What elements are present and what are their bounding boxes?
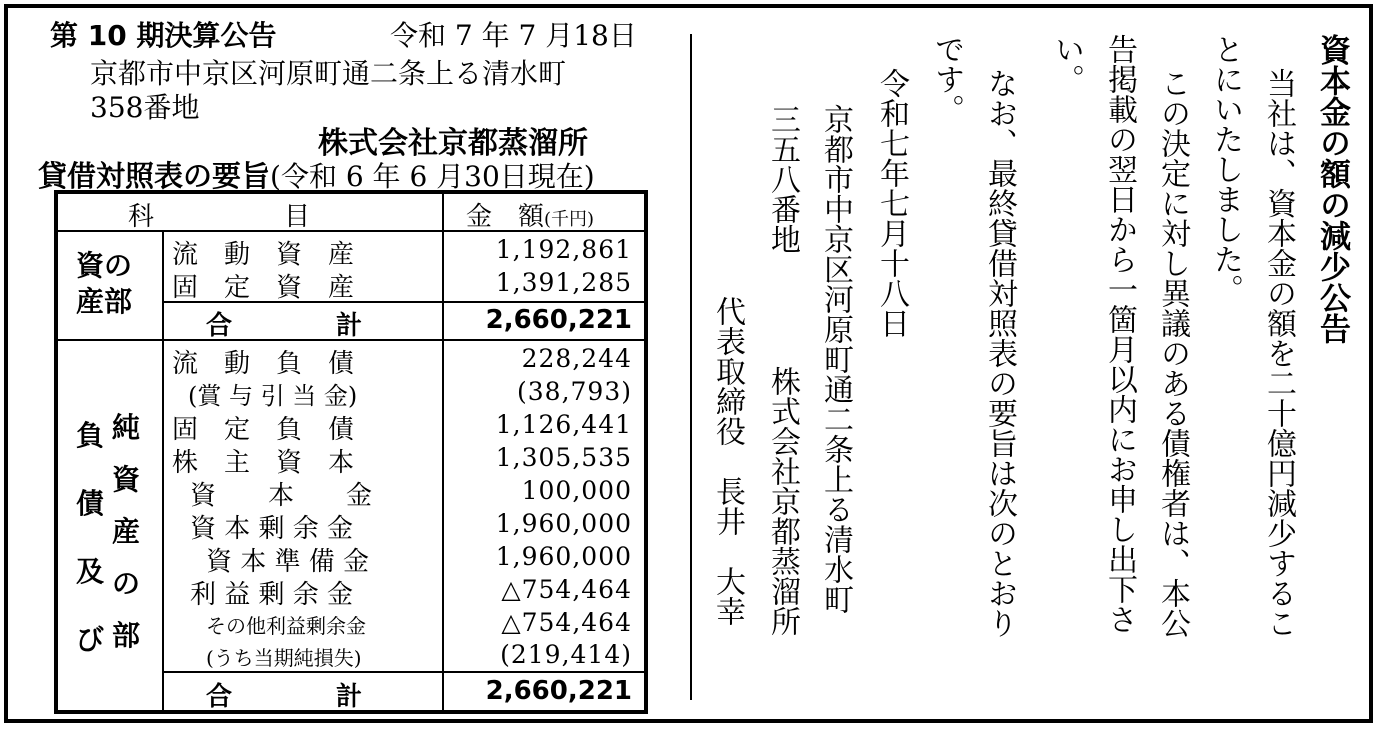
- liab-row-value: △754,464: [501, 608, 632, 637]
- col-amount-label: 金 額: [466, 202, 545, 232]
- liab-row-label: (うち当期純損失): [206, 646, 362, 670]
- assets-total-label: 合 計: [206, 311, 363, 341]
- notice-para2-line1: この決定に対し異議のある債権者は、本公: [1155, 68, 1190, 638]
- company-name: 株式会社京都蒸溜所: [318, 126, 588, 161]
- liab-row-value: 1,960,000: [495, 542, 632, 571]
- asset-row-label: 流 動 資 産: [172, 240, 355, 270]
- liab-group-char: び: [76, 623, 105, 656]
- liab-row-value: 228,244: [521, 344, 632, 373]
- liab-row-label: 株 主 資 本: [172, 448, 355, 478]
- liab-row-label: 流 動 負 債: [172, 349, 355, 379]
- liab-total-divider: [162, 671, 644, 673]
- liab-row-value: 1,960,000: [495, 509, 632, 538]
- col-unit-label: (千円): [544, 209, 595, 230]
- assets-group-label: [76, 248, 132, 320]
- liab-row-label: 固 定 負 債: [172, 415, 355, 445]
- liab-row-value: 1,126,441: [495, 410, 632, 439]
- liab-group-char: 負: [76, 419, 105, 452]
- liab-total-value: 2,660,221: [485, 676, 632, 706]
- company-address-line2: 358番地: [90, 91, 200, 124]
- liab-row-value: △754,464: [501, 575, 632, 604]
- liab-row-value: (219,414): [500, 640, 632, 669]
- liab-row-label: 資 本 準 備 金: [206, 547, 370, 577]
- notice-title: 資本金の額の減少公告: [1314, 34, 1350, 344]
- notice-address1: 京都市中京区河原町通二条上る清水町: [818, 104, 853, 614]
- balance-sheet-title-text: 貸借対照表の要旨: [38, 159, 271, 193]
- assets-group-label-line2: 産部: [76, 285, 133, 318]
- liab-group-char: 産: [112, 515, 141, 548]
- col-subject-header: 科 目: [128, 202, 311, 232]
- notice-company: 株式会社京都蒸溜所: [765, 366, 800, 636]
- asset-row-value: 1,391,285: [495, 268, 632, 297]
- liab-total-label: 合 計: [206, 682, 363, 712]
- asset-row-label: 固 定 資 産: [172, 273, 355, 303]
- liab-group-char: 及: [76, 555, 105, 588]
- liab-group-char: 債: [76, 487, 105, 520]
- notice-para2-line2: 告掲載の翌日から一箇月以内にお申し出下さ: [1102, 34, 1137, 634]
- liab-row-label: その他利益剰余金: [206, 614, 366, 638]
- liab-row-label: 資 本 金: [190, 481, 373, 511]
- liab-row-label: 利 益 剰 余 金: [190, 580, 354, 610]
- announcement-date: 令和 7 年 7 月18日: [390, 19, 637, 52]
- col-amount-header: [466, 196, 594, 233]
- notice-para1-line2: とにいたしました。: [1208, 34, 1243, 304]
- balance-sheet-title: [38, 154, 595, 195]
- company-address-line1: 京都市中京区河原町通二条上る清水町: [90, 57, 567, 90]
- amount-column-divider: [442, 194, 444, 710]
- liab-group-char: の: [112, 567, 141, 600]
- notice-para2-line3: い。: [1049, 34, 1084, 94]
- liab-row-label: (賞 与 引 当 金): [188, 382, 358, 410]
- asset-row-value: 1,192,861: [495, 235, 632, 264]
- liab-row-value: (38,793): [517, 377, 632, 406]
- assets-total-value: 2,660,221: [485, 305, 632, 335]
- liab-row-value: 100,000: [521, 476, 632, 505]
- notice-para3-line2: です。: [929, 34, 964, 124]
- liab-row-label: 資 本 剰 余 金: [190, 514, 354, 544]
- notice-address2: 三五八番地: [765, 104, 800, 254]
- liab-group-label-right: [112, 402, 140, 662]
- balance-sheet-as-of: (令和 6 年 6 月30日現在): [270, 160, 595, 193]
- liab-group-char: 純: [112, 411, 141, 444]
- notice-date: 令和七年七月十八日: [874, 68, 909, 338]
- liab-group-char: 資: [112, 463, 141, 496]
- section-divider: [690, 34, 692, 700]
- group-column-divider: [162, 230, 164, 710]
- fiscal-period-title: 第 10 期決算公告: [50, 19, 277, 52]
- liab-group-char: 部: [112, 619, 141, 652]
- notice-para1-line1: 当社は、資本金の額を二十億円減少するこ: [1261, 68, 1296, 638]
- notice-para3-line1: なお、最終貸借対照表の要旨は次のとおり: [982, 68, 1017, 638]
- liab-group-label-left: [76, 402, 104, 674]
- liab-row-value: 1,305,535: [495, 443, 632, 472]
- balance-sheet-table: [54, 190, 648, 714]
- notice-representative: 代表取締役 長井 大幸: [710, 296, 745, 626]
- assets-group-label-line1: 資の: [76, 249, 133, 282]
